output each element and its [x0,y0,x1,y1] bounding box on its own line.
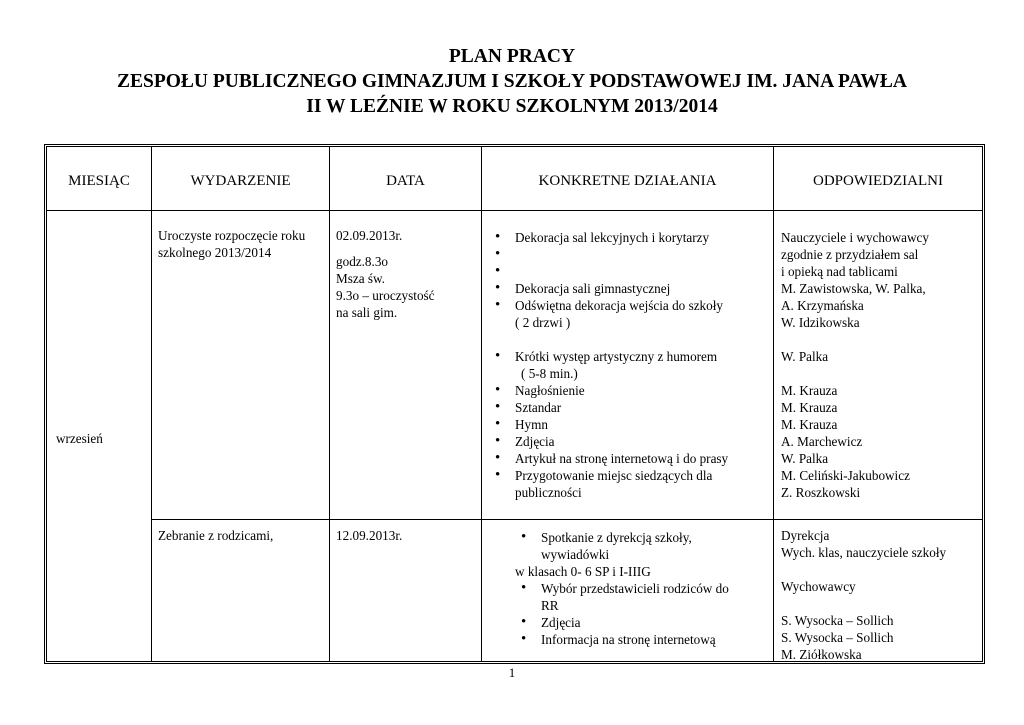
date-cell-2 [336,527,402,544]
responsible-line: i opieką nad tablicami [781,264,898,279]
action-item: • Dekoracja sal lekcyjnych i korytarzy [493,229,728,246]
actions-cell-1 [493,229,728,501]
header-actions: KONKRETNE DZIAŁANIA [538,173,717,189]
document-title [0,44,1024,119]
action-item: • Krótki występ artystyczny z humorem [493,348,728,365]
action-item: • Odświętna dekoracja wejścia do szkoły [493,297,728,314]
responsible-line: W. Palka [781,451,829,466]
responsible-line: A. Krzymańska [781,298,864,313]
responsible-cell-1 [781,229,929,501]
header-responsible: ODPOWIEDZIALNI [813,173,943,189]
action-item: • Zdjęcia [493,433,728,450]
responsible-line: zgodnie z przydziałem sal [781,247,919,262]
plan-table [44,144,985,664]
event-cell-2 [158,527,273,544]
action-continuation: ( 2 drzwi ) [515,315,571,330]
responsible-line: W. Idzikowska [781,315,860,330]
action-item: • Wybór przedstawicieli rodziców do [519,580,729,597]
page-number: 1 [508,665,516,680]
action-continuation: publiczności [515,485,582,500]
date-cell-1 [336,227,435,321]
event-line: Zebranie z rodzicami, [158,528,274,543]
column-divider [773,147,774,661]
responsible-line: M. Krauza [781,383,838,398]
action-continuation: w klasach 0- 6 SP i I-IIIG [515,564,651,579]
action-item: • Nagłośnienie [493,382,728,399]
row-divider [151,519,982,520]
responsible-line: M. Celiński-Jakubowicz [781,468,910,483]
header-divider [47,210,982,211]
responsible-line: S. Wysocka – Sollich [781,630,894,645]
title-line-2: ZESPOŁU PUBLICZNEGO GIMNAZJUM I SZKOŁY PODSTAWOWEJ IM. JANA PAWŁA [116,71,908,92]
action-item: • Artykuł na stronę internetową i do prasy [493,450,728,467]
action-item: • Dekoracja sali gimnastycznej [493,280,728,297]
action-continuation: RR [541,598,559,613]
title-line-3: II W LEŹNIE W ROKU SZKOLNYM 2013/2014 [306,96,718,117]
date-line: 02.09.2013r. [336,228,403,243]
responsible-line: M. Ziółkowska [781,647,862,662]
event-line: Uroczyste rozpoczęcie roku [158,228,306,243]
action-item: • Sztandar [493,399,728,416]
header-event: WYDARZENIE [190,173,291,189]
title-line-1: PLAN PRACY [448,46,576,67]
action-item: • Informacja na stronę internetową [519,631,729,648]
responsible-line: S. Wysocka – Sollich [781,613,894,628]
column-divider [329,147,330,661]
responsible-line: Dyrekcja [781,528,830,543]
action-item: • Hymn [493,416,728,433]
header-date: DATA [386,173,425,189]
date-line: na sali gim. [336,305,398,320]
action-item: • Zdjęcia [519,614,729,631]
action-continuation: ( 5-8 min.) [521,366,578,381]
responsible-line: M. Zawistowska, W. Palka, [781,281,926,296]
date-line: 12.09.2013r. [336,528,403,543]
responsible-line: M. Krauza [781,417,838,432]
date-line: godz.8.3o [336,254,389,269]
responsible-line: Nauczyciele i wychowawcy [781,230,929,245]
header-month: MIESIĄC [68,173,130,189]
date-line: Msza św. [336,271,385,286]
month-cell: wrzesień [56,431,103,446]
column-divider [151,147,152,661]
event-cell-1 [158,227,305,261]
responsible-line: Z. Roszkowski [781,485,861,500]
event-line: szkolnego 2013/2014 [158,245,272,260]
action-continuation: wywiadówki [541,547,610,562]
action-item: • Przygotowanie miejsc siedzących dla [493,467,728,484]
actions-cell-2 [493,529,729,648]
date-line: 9.3o – uroczystość [336,288,435,303]
responsible-line: W. Palka [781,349,829,364]
responsible-line: Wych. klas, nauczyciele szkoły [781,545,947,560]
column-divider [481,147,482,661]
responsible-line: Wychowawcy [781,579,856,594]
responsible-line: A. Marchewicz [781,434,863,449]
responsible-cell-2 [781,527,946,663]
action-item: • Spotkanie z dyrekcją szkoły, [519,529,729,546]
responsible-line: M. Krauza [781,400,838,415]
